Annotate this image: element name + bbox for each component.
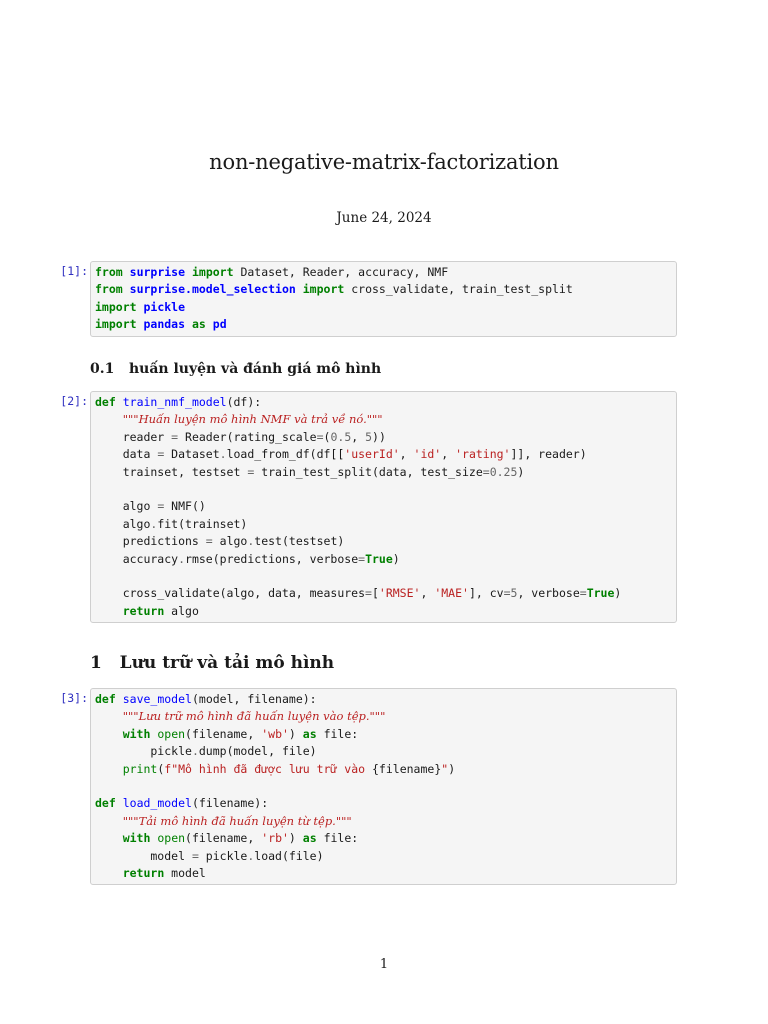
code-token	[116, 796, 123, 810]
code-token: as	[302, 831, 317, 846]
code-token	[123, 282, 130, 296]
code-token: print	[122, 761, 158, 776]
code-token: {	[371, 761, 379, 776]
heading-text: Lưu trữ và tải mô hình	[119, 653, 335, 673]
code-token: 'RMSE'	[378, 586, 421, 601]
code-token	[95, 412, 123, 426]
code-token: """Tải mô hình đã huấn luyện từ tệp."""	[122, 813, 352, 828]
code-token: pickle	[198, 848, 248, 863]
code-line	[95, 316, 672, 333]
code-token: from	[95, 282, 123, 297]
code-token: }	[434, 761, 442, 776]
code-token: return	[122, 603, 165, 618]
code-line	[95, 795, 672, 812]
code-token: save_model	[122, 692, 192, 706]
code-token: 0.25	[489, 464, 518, 479]
code-token: ,	[399, 447, 414, 462]
code-token: file:	[316, 726, 359, 741]
code-token	[95, 727, 123, 741]
code-line	[95, 778, 672, 795]
document-title: non-negative-matrix-factorization	[209, 150, 559, 174]
heading-number: 1	[90, 653, 102, 673]
code-token: cross_validate(algo, data, measures	[95, 586, 366, 601]
cell-prompt: [3]:	[60, 691, 88, 705]
code-token: 5	[510, 586, 518, 601]
code-token: (filename,	[185, 831, 262, 846]
code-token: =	[316, 429, 324, 444]
code-token: open	[157, 726, 186, 741]
code-line	[95, 708, 672, 725]
cell-prompt: [1]:	[60, 264, 88, 278]
code-token: 'MAE'	[434, 586, 469, 601]
code-token	[116, 692, 123, 706]
code-token: 0.5	[330, 429, 352, 444]
code-line	[95, 481, 672, 498]
code-token	[123, 265, 130, 279]
code-token: =	[365, 586, 372, 601]
code-token: import	[95, 299, 137, 314]
code-token: import	[95, 317, 137, 332]
code-token: =	[157, 447, 165, 462]
code-line	[95, 568, 672, 585]
code-token: """Huấn luyện mô hình NMF và trả về nó."""	[122, 412, 383, 427]
heading-text: huấn luyện và đánh giá mô hình	[128, 361, 382, 377]
code-token: 'rating'	[455, 447, 511, 462]
code-line	[95, 830, 672, 847]
code-token: =	[247, 464, 255, 479]
code-token: (filename):	[191, 796, 269, 811]
code-token: Reader(rating_scale	[178, 429, 317, 444]
code-line	[95, 394, 672, 411]
code-token: fit(trainset)	[157, 516, 248, 531]
code-token	[95, 709, 123, 723]
code-token: algo	[95, 516, 151, 531]
document-date: June 24, 2024	[336, 210, 432, 226]
code-token: trainset, testset	[95, 464, 248, 479]
code-token: pickle	[143, 299, 186, 314]
code-token: as	[191, 317, 206, 332]
code-token: algo	[212, 534, 248, 549]
code-block[interactable]	[90, 391, 677, 623]
code-line	[95, 498, 672, 515]
code-token: =	[171, 429, 179, 444]
code-line	[95, 865, 672, 882]
code-token: model	[95, 848, 192, 863]
code-token	[296, 282, 303, 296]
code-token: data	[95, 447, 158, 462]
code-token: =	[358, 551, 366, 566]
section-heading-0-1	[90, 361, 381, 377]
code-token: (	[157, 761, 165, 776]
code-token: from	[95, 265, 123, 279]
code-token: (model, filename):	[191, 692, 317, 706]
code-token: .	[219, 447, 227, 462]
code-token: pd	[212, 317, 227, 332]
code-token: train_nmf_model	[122, 395, 227, 409]
code-token: pickle	[95, 744, 192, 759]
code-token: (df):	[226, 395, 262, 409]
code-block[interactable]	[90, 261, 677, 337]
code-token: with	[122, 831, 151, 846]
code-token: filename	[378, 761, 435, 776]
code-token	[95, 604, 123, 618]
code-token	[185, 265, 192, 279]
code-line	[95, 691, 672, 708]
code-line	[95, 551, 672, 568]
code-token: surprise	[129, 265, 186, 279]
code-token: def	[95, 395, 116, 409]
code-token: def	[95, 796, 116, 811]
code-token: )	[392, 551, 400, 566]
cell-prompt: [2]:	[60, 394, 88, 408]
code-token: pandas	[143, 317, 186, 332]
code-token: Dataset, Reader, accuracy, NMF	[233, 265, 449, 279]
code-token: test(testset)	[254, 534, 345, 549]
code-token	[95, 762, 123, 776]
code-token: .	[191, 744, 199, 759]
code-token: 'userId'	[344, 447, 400, 462]
code-token: (	[323, 429, 331, 444]
code-token: .	[247, 848, 255, 863]
code-token: algo	[95, 499, 158, 514]
code-line	[95, 603, 672, 620]
code-token: =	[191, 848, 199, 863]
code-token	[95, 866, 123, 880]
code-token: import	[191, 265, 234, 279]
code-block[interactable]	[90, 688, 677, 885]
code-token: True	[586, 586, 615, 601]
code-token: )	[614, 586, 622, 601]
code-token: dump(model, file)	[198, 744, 317, 759]
code-line	[95, 299, 672, 316]
code-token: .	[150, 516, 158, 531]
code-token: file:	[316, 831, 359, 846]
code-token: load_model	[122, 796, 192, 811]
code-line	[95, 429, 672, 446]
heading-number: 0.1	[90, 361, 115, 377]
code-line	[95, 516, 672, 533]
code-token	[185, 317, 192, 331]
code-line	[95, 726, 672, 743]
code-token	[95, 831, 123, 845]
code-token: .	[247, 534, 255, 549]
code-token: )	[517, 464, 525, 479]
code-line	[95, 281, 672, 298]
code-token: algo	[164, 603, 199, 618]
code-line	[95, 464, 672, 481]
code-token: predictions	[95, 534, 206, 549]
code-token: 5	[365, 429, 373, 444]
code-token: cross_validate, train_test_split	[344, 282, 573, 297]
code-line	[95, 848, 672, 865]
section-heading-1	[90, 653, 334, 673]
code-token: )	[288, 726, 303, 741]
code-token: .	[178, 551, 186, 566]
code-line	[95, 533, 672, 550]
code-token: ,	[420, 586, 435, 601]
code-token	[95, 814, 123, 828]
code-token: """Lưu trữ mô hình đã huấn luyện vào tệp."""	[122, 709, 386, 724]
code-token: 'rb'	[261, 831, 289, 846]
code-token: with	[122, 726, 151, 741]
code-line	[95, 264, 672, 281]
code-token: open	[157, 831, 186, 846]
code-line	[95, 743, 672, 760]
code-token: ]], reader)	[510, 447, 587, 462]
code-token: (filename,	[185, 726, 262, 741]
code-token: surprise.model_selection	[129, 282, 296, 297]
code-token: def	[95, 692, 116, 706]
code-token: ], cv	[468, 586, 504, 601]
page-number: 1	[379, 957, 389, 972]
code-token: "	[441, 761, 449, 776]
code-token: as	[302, 726, 317, 741]
code-line	[95, 585, 672, 602]
code-token: =	[503, 586, 511, 601]
code-line	[95, 446, 672, 463]
code-token: ,	[441, 447, 456, 462]
code-token: )	[448, 761, 456, 776]
code-token: =	[482, 464, 490, 479]
code-token: )	[288, 831, 303, 846]
code-token: =	[579, 586, 587, 601]
code-token: load_from_df(df[[	[226, 447, 345, 462]
code-line	[95, 761, 672, 778]
code-token: =	[157, 499, 165, 514]
code-token: train_test_split(data, test_size	[254, 464, 483, 479]
code-token: Dataset	[164, 447, 220, 462]
code-token: reader	[95, 429, 172, 444]
code-token: load(file)	[254, 848, 324, 863]
code-token: =	[205, 534, 213, 549]
code-token: rmse(predictions, verbose	[185, 551, 359, 566]
code-token: accuracy	[95, 551, 179, 566]
code-token: NMF()	[164, 499, 206, 514]
code-token: return	[122, 865, 165, 880]
code-token: True	[365, 551, 393, 566]
code-token: 'id'	[413, 447, 442, 462]
code-token: f"Mô hình đã được lưu trữ vào	[164, 761, 372, 776]
code-token: [	[371, 586, 379, 601]
code-token: ))	[372, 429, 386, 444]
code-token: model	[164, 865, 206, 880]
code-token: 'wb'	[261, 726, 289, 741]
code-token: , verbose	[517, 586, 580, 601]
code-token	[206, 317, 213, 331]
code-line	[95, 813, 672, 830]
code-line	[95, 411, 672, 428]
code-token	[116, 395, 123, 409]
code-token: ,	[351, 429, 366, 444]
code-token: import	[302, 282, 345, 297]
